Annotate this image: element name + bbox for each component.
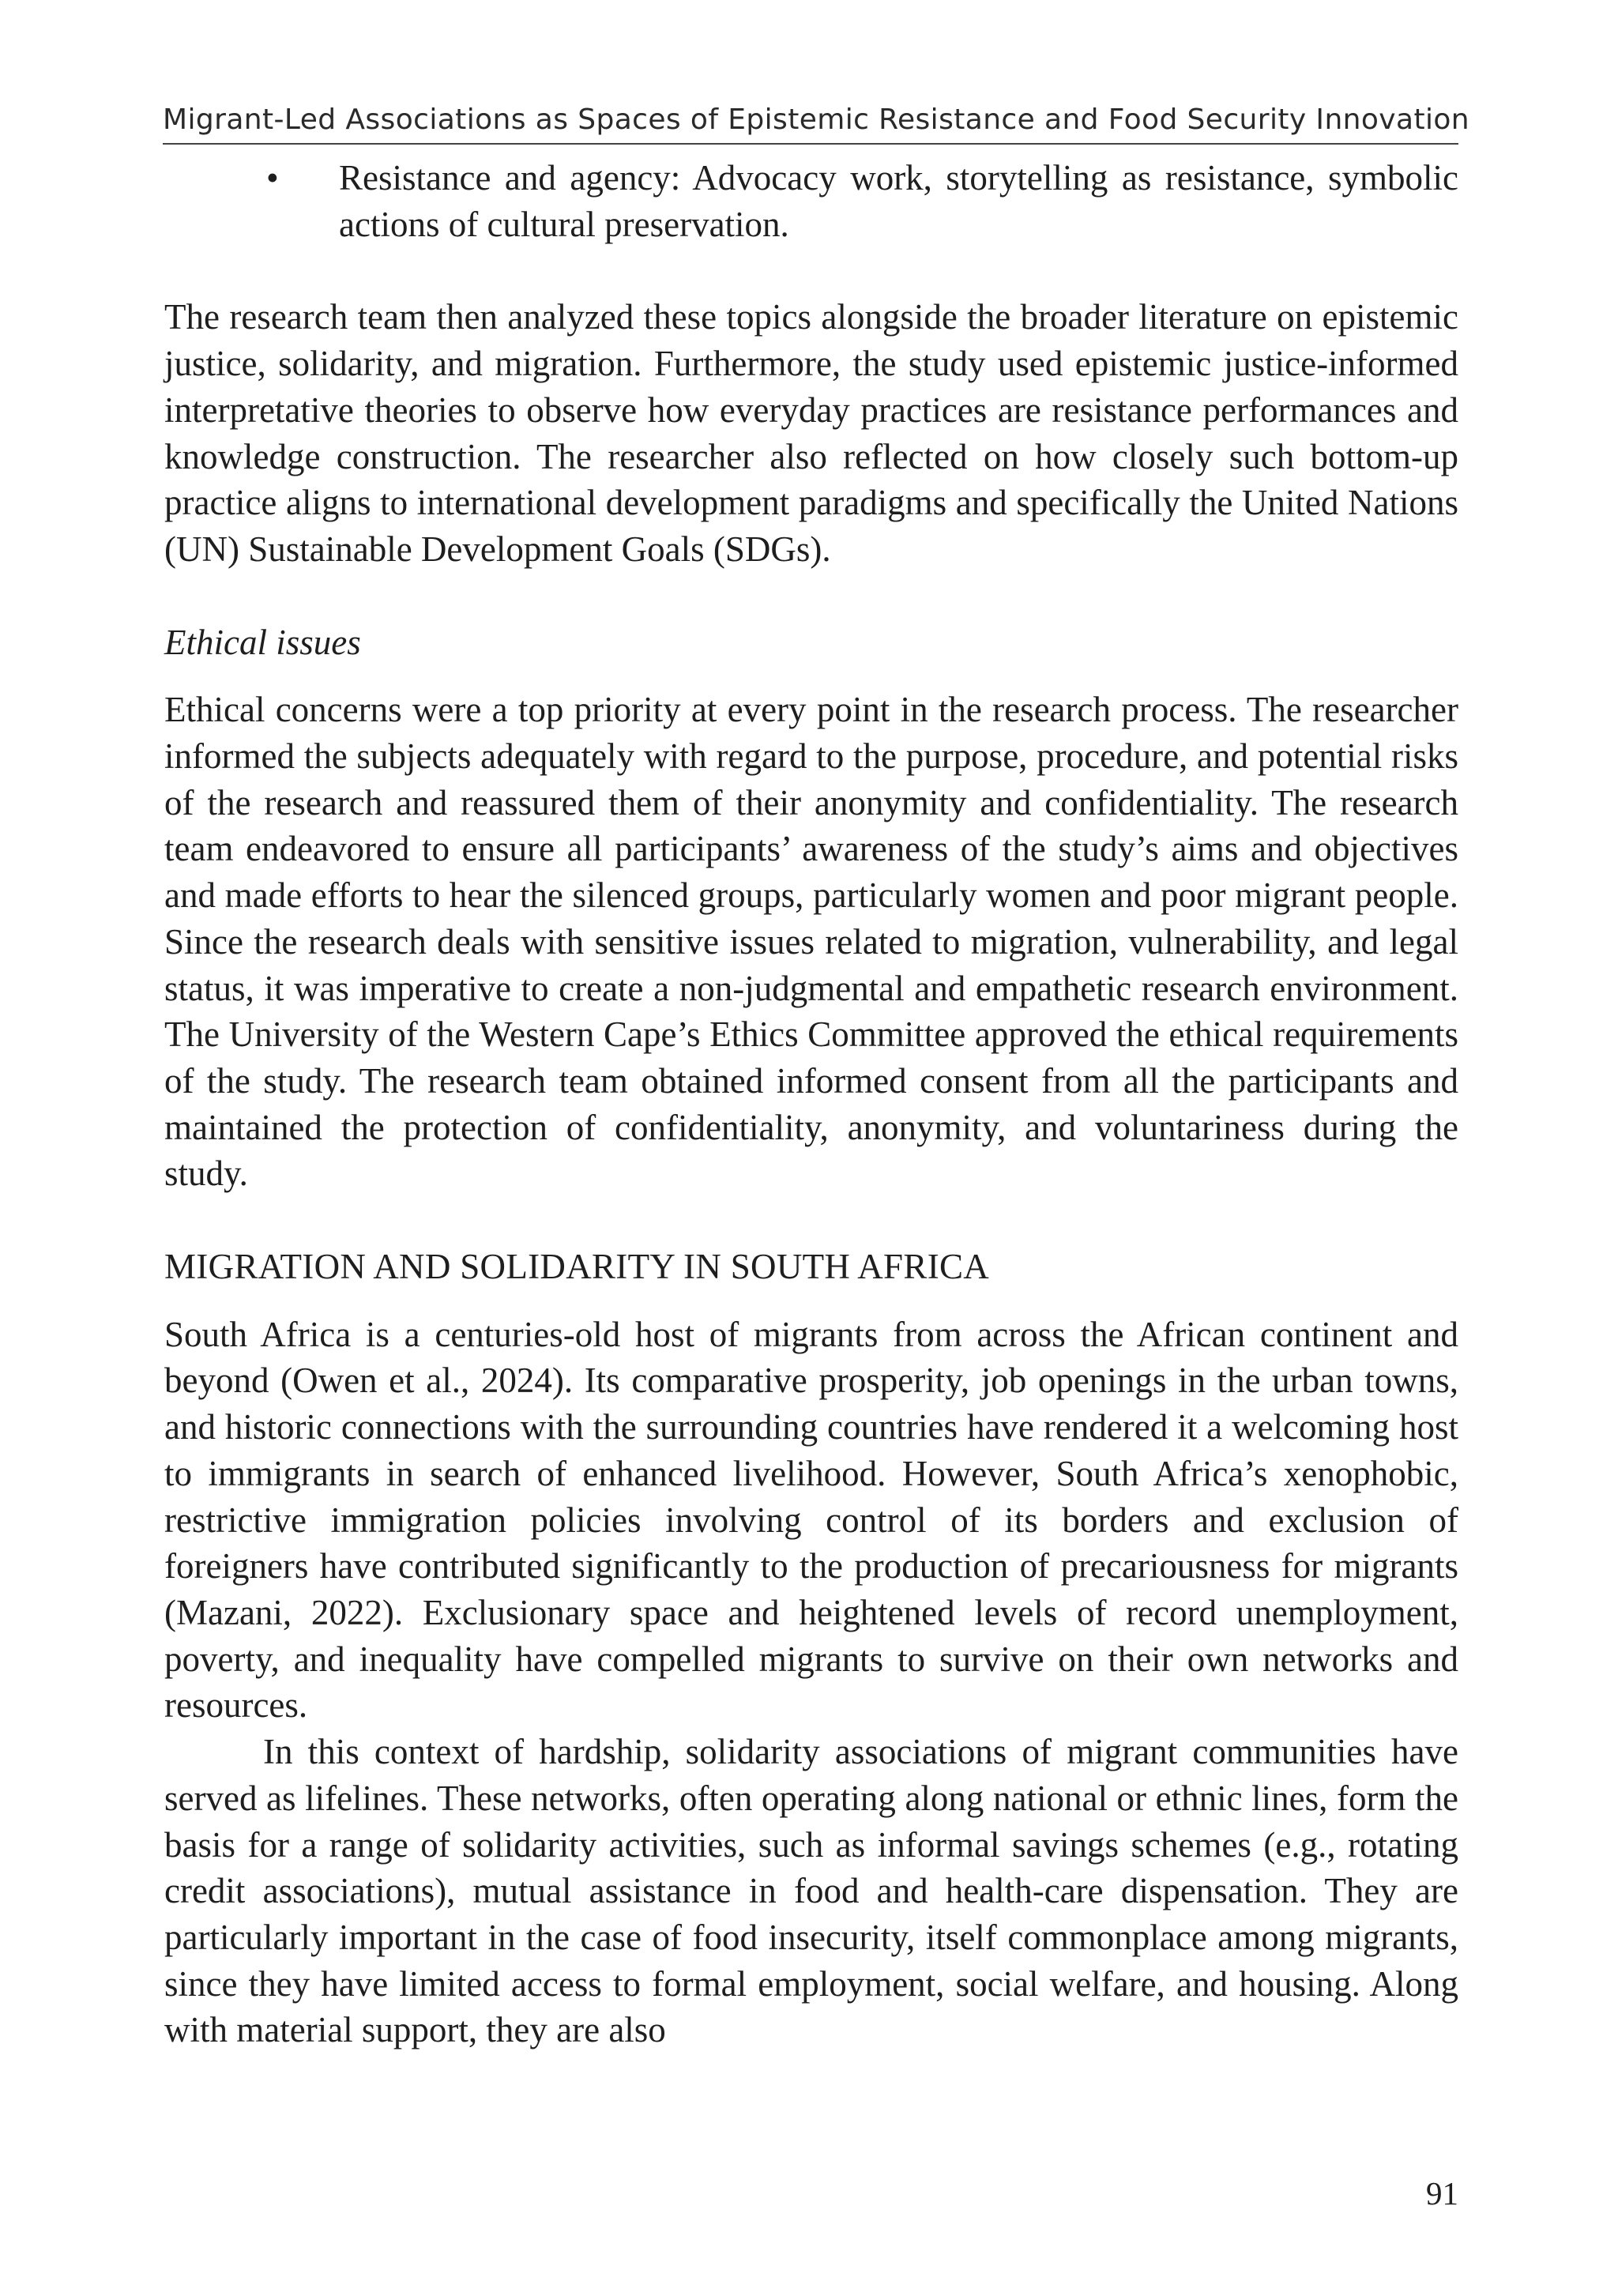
page-number: 91: [1426, 2175, 1458, 2211]
list-item: [266, 155, 1458, 247]
bullet-text: Resistance and agency: Advocacy work, storytelling as resistance, symbolic actions of cultural preservation.: [339, 158, 1458, 244]
running-header: Migrant-Led Associations as Spaces of Epistemic Resistance and Food Security Innovation: [163, 104, 1470, 136]
section-heading-migration: MIGRATION AND SOLIDARITY IN SOUTH AFRICA: [164, 1247, 990, 1287]
paragraph-analysis: The research team then analyzed these topics alongside the broader literature on epistemic justice, solidarity, and migration. Furthermore, the study used epistemic justice-informed interpretative theories to observe how everyday practices are resistance performances and knowledge construction. The researcher also reflected on how closely such bottom-up practice aligns to international development paradigms and specifically the United Nations (UN) Sustainable Development Goals (SDGs).: [164, 297, 1458, 569]
paragraph-migration-1: South Africa is a centuries-old host of migrants from across the African continent and beyond (Owen et al., 2024). Its comparative prosperity, job openings in the urban towns, and historic connections with the surrounding countries have rendered it a welcoming host to immigrants in search of enhanced livelihood. However, South Africa’s xenophobic, restrictive immigration policies involving control of its borders and exclusion of foreigners have contributed significantly to the production of precariousness for migrants (Mazani, 2022). Exclusionary space and heightened levels of record unemployment, poverty, and inequality have compelled migrants to survive on their own networks and resources.: [164, 1314, 1458, 1726]
paragraph-ethics: Ethical concerns were a top priority at every point in the research process. The researcher informed the subjects adequately with regard to the purpose, procedure, and potential risks of the research and reassured them of their anonymity and confidentiality. The research team endeavored to ensure all participants’ awareness of the study’s aims and objectives and made efforts to hear the silenced groups, particularly women and poor migrant people. Since the research deals with sensitive issues related to migration, vulnerability, and legal status, it was imperative to create a non-judgmental and empathetic research environment. The University of the Western Cape’s Ethics Committee approved the ethical requirements of the study. The research team obtained informed consent from all the participants and maintained the protection of confidentiality, anonymity, and voluntariness during the study.: [164, 690, 1458, 1194]
body-text: [164, 155, 1458, 2053]
subheading-ethical-issues: Ethical issues: [164, 622, 361, 662]
header-rule: [163, 143, 1458, 145]
bullet-icon: •: [266, 158, 279, 198]
paragraph-migration-2: In this context of hardship, solidarity associations of migrant communities have served as lifelines. These networks, often operating along national or ethnic lines, form the basis for a range of solidarity activities, such as informal savings schemes (e.g., rotating credit associations), mutual assistance in food and health-care dispensation. They are particularly important in the case of food insecurity, itself commonplace among migrants, since they have limited access to formal employment, social welfare, and housing. Along with material support, they are also: [164, 1732, 1458, 2050]
bullet-list: [164, 155, 1458, 247]
